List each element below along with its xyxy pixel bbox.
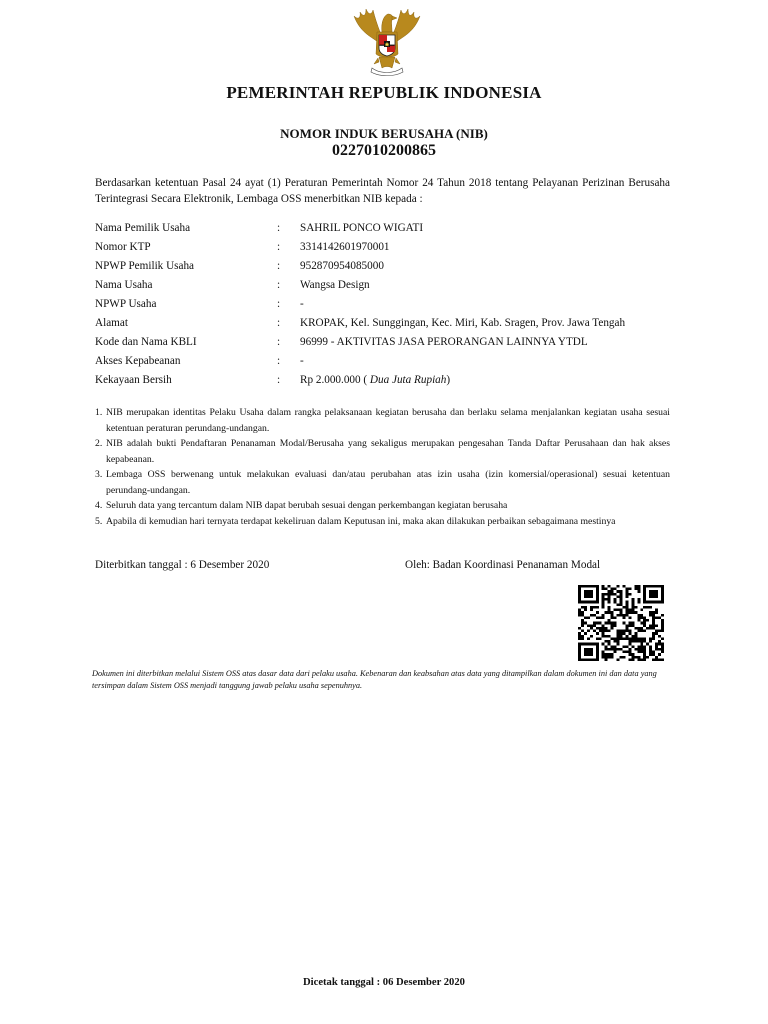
field-net-worth (95, 373, 695, 392)
field-value: SAHRIL PONCO WIGATI (300, 222, 424, 234)
field-owner-name (95, 221, 695, 240)
note-number: 1. (95, 407, 103, 418)
note-text: NIB adalah bukti Pendaftaran Penanaman Modal/Berusaha yang sekaligus merupakan pengesahan Tanda Daftar Perusahaan dan hak akses kepabeanan. (106, 438, 670, 465)
business-details (95, 221, 695, 392)
field-label: NPWP Usaha (95, 298, 157, 310)
field-label: Kekayaan Bersih (95, 374, 172, 386)
garuda-pancasila-emblem (348, 2, 426, 78)
note-number: 4. (95, 500, 103, 511)
note-number: 5. (95, 515, 103, 527)
disclaimer-footnote: Dokumen ini diterbitkan melalui Sistem OSS atas dasar data dari pelaku usaha. Kebenaran dan keabsahan atas data yang ditampilkan dalam dokumen ini dan data yang tersimpan dalam Sistem OSS menjadi tanggung jawab pelaku usaha sepenuhnya. (92, 669, 657, 690)
field-ktp-number (95, 240, 695, 259)
field-value: 952870954085000 (300, 260, 384, 272)
government-title: PEMERINTAH REPUBLIK INDONESIA (226, 83, 542, 102)
field-value: 96999 - AKTIVITAS JASA PERORANGAN LAINNYA YTDL (300, 336, 588, 348)
field-colon: : (277, 374, 281, 386)
field-owner-npwp (95, 259, 695, 278)
field-colon: : (277, 241, 281, 253)
field-colon: : (277, 336, 281, 348)
qr-code-icon (578, 585, 664, 661)
issuer: Oleh: Badan Koordinasi Penanaman Modal (405, 559, 601, 571)
note-text: Seluruh data yang tercantum dalam NIB dapat berubah sesuai dengan perkembangan kegiatan berusaha (106, 500, 508, 511)
field-value: Wangsa Design (300, 279, 370, 291)
field-label: Akses Kepabeanan (95, 355, 181, 367)
net-worth-suffix: ) (446, 374, 451, 386)
field-label: Kode dan Nama KBLI (95, 336, 197, 348)
field-value: - (300, 298, 304, 310)
field-label: Nama Usaha (95, 279, 153, 291)
nib-number: 0227010200865 (332, 142, 436, 159)
field-address (95, 316, 695, 335)
field-colon: : (277, 317, 281, 329)
field-value: 3314142601970001 (300, 241, 390, 253)
notes-list (95, 405, 670, 529)
field-colon: : (277, 355, 281, 367)
note-text: Apabila di kemudian hari ternyata terdapat kekeliruan dalam Keputusan ini, maka akan dilakukan perbaikan sebagaimana mestinya (106, 515, 616, 527)
note-item (95, 498, 670, 514)
field-value: - (300, 355, 304, 367)
note-item (95, 436, 670, 467)
printed-date: Dicetak tanggal : 06 Desember 2020 (303, 977, 465, 988)
field-colon: : (277, 260, 281, 272)
net-worth-amount: Rp 2.000.000 ( (300, 374, 370, 386)
note-number: 3. (95, 469, 103, 480)
field-business-npwp (95, 297, 695, 316)
intro-paragraph: Berdasarkan ketentuan Pasal 24 ayat (1) Peraturan Pemerintah Nomor 24 Tahun 2018 tentang Pelayanan Perizinan Berusaha Terintegrasi Secara Elektronik, Lembaga OSS menerbitkan NIB kepada : (95, 177, 670, 205)
note-item (95, 405, 670, 436)
field-kbli (95, 335, 695, 354)
field-colon: : (277, 298, 281, 310)
net-worth-words: Dua Juta Rupiah (369, 374, 447, 386)
note-number: 2. (95, 438, 103, 449)
issued-date: Diterbitkan tanggal : 6 Desember 2020 (95, 559, 270, 571)
field-label: Nama Pemilik Usaha (95, 222, 191, 234)
field-business-name (95, 278, 695, 297)
field-label: Alamat (95, 317, 128, 329)
note-text: Lembaga OSS berwenang untuk melakukan evaluasi dan/atau perubahan atas izin usaha (izin komersial/operasional) sesuai ketentuan perundang-undangan. (106, 469, 670, 496)
field-label: Nomor KTP (95, 241, 151, 253)
field-colon: : (277, 279, 281, 291)
note-text: NIB merupakan identitas Pelaku Usaha dalam rangka pelaksanaan kegiatan berusaha dan berlaku selama menjalankan kegiatan usaha sesuai ketentuan peraturan perundang-undangan. (106, 407, 670, 434)
field-customs-access (95, 354, 695, 373)
note-item (95, 514, 670, 530)
note-item (95, 467, 670, 498)
field-value (300, 373, 450, 388)
field-value: KROPAK, Kel. Sunggingan, Kec. Miri, Kab. Sragen, Prov. Jawa Tengah (300, 317, 626, 329)
field-colon: : (277, 222, 281, 234)
field-label: NPWP Pemilik Usaha (95, 260, 195, 272)
nib-heading: NOMOR INDUK BERUSAHA (NIB) (280, 126, 488, 141)
